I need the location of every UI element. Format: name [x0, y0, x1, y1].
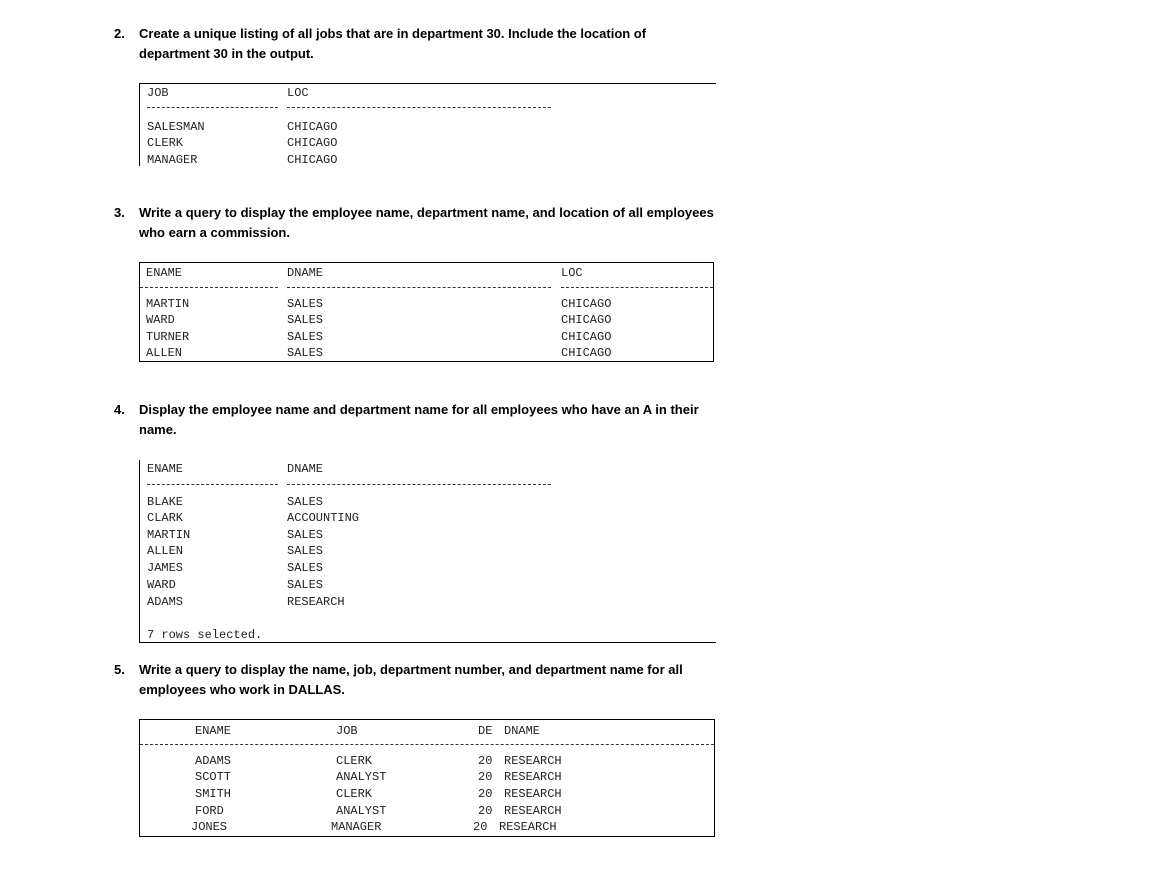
question-text: Display the employee name and department name for all employees who have an A in their name. [139, 402, 699, 437]
table-cell: CHICAGO [561, 330, 612, 344]
table-cell: MANAGER [331, 820, 382, 834]
table-cell: BLAKE [147, 495, 184, 509]
table-cell: CHICAGO [561, 313, 612, 327]
column-header: LOC [287, 86, 309, 100]
rows-selected-footer: 7 rows selected. [147, 628, 263, 642]
table-cell: SALES [287, 544, 324, 558]
table-cell: CLARK [147, 511, 184, 525]
table-cell: SALES [287, 297, 324, 311]
table-cell: JAMES [147, 561, 184, 575]
table-cell: SALES [287, 330, 324, 344]
question-text: Write a query to display the name, job, department number, and department name for all employees who work in DALLAS. [139, 662, 683, 697]
question-number: 3. [114, 205, 125, 220]
table-cell: 20 [478, 804, 493, 818]
table-cell: TURNER [146, 330, 190, 344]
table-cell: CHICAGO [287, 120, 338, 134]
column-header: DNAME [287, 266, 324, 280]
column-header: DE [478, 724, 493, 738]
header-separator [147, 484, 278, 485]
header-separator [287, 287, 551, 288]
output-q3 [139, 262, 714, 362]
table-cell: SALESMAN [147, 120, 205, 134]
table-cell: CHICAGO [287, 136, 338, 150]
header-separator [140, 287, 278, 288]
table-cell: MARTIN [146, 297, 190, 311]
column-header: DNAME [504, 724, 541, 738]
question-text: Write a query to display the employee name, department name, and location of all employees who earn a commission. [139, 205, 714, 240]
table-cell: 20 [478, 770, 493, 784]
table-cell: MARTIN [147, 528, 191, 542]
table-cell: SALES [287, 495, 324, 509]
header-separator [140, 744, 714, 745]
question-number: 2. [114, 26, 125, 41]
output-q4 [139, 460, 716, 643]
table-cell: RESEARCH [504, 770, 562, 784]
table-cell: CHICAGO [561, 346, 612, 360]
column-header: LOC [561, 266, 583, 280]
table-cell: RESEARCH [504, 804, 562, 818]
table-cell: SALES [287, 561, 324, 575]
table-cell: ALLEN [146, 346, 183, 360]
header-separator [287, 107, 551, 108]
table-cell: CHICAGO [561, 297, 612, 311]
table-cell: ADAMS [195, 754, 232, 768]
table-cell: ANALYST [336, 770, 387, 784]
table-cell: RESEARCH [287, 595, 345, 609]
column-header: ENAME [195, 724, 232, 738]
table-cell: WARD [147, 578, 176, 592]
table-cell: ANALYST [336, 804, 387, 818]
output-q5 [139, 719, 715, 837]
header-separator [287, 484, 551, 485]
table-cell: SALES [287, 578, 324, 592]
table-cell: 20 [473, 820, 488, 834]
column-header: JOB [147, 86, 169, 100]
table-cell: CLERK [336, 787, 373, 801]
table-cell: JONES [191, 820, 228, 834]
column-header: ENAME [147, 462, 184, 476]
header-separator [561, 287, 713, 288]
table-cell: SCOTT [195, 770, 232, 784]
table-cell: ADAMS [147, 595, 184, 609]
table-cell: RESEARCH [499, 820, 557, 834]
header-separator [147, 107, 278, 108]
table-cell: SMITH [195, 787, 232, 801]
table-cell: RESEARCH [504, 787, 562, 801]
output-q2 [139, 83, 716, 166]
table-cell: CHICAGO [287, 153, 338, 167]
table-cell: FORD [195, 804, 224, 818]
table-cell: 20 [478, 754, 493, 768]
table-cell: SALES [287, 313, 324, 327]
table-cell: WARD [146, 313, 175, 327]
question-number: 4. [114, 402, 125, 417]
question-number: 5. [114, 662, 125, 677]
column-header: JOB [336, 724, 358, 738]
table-cell: ACCOUNTING [287, 511, 360, 525]
table-cell: ALLEN [147, 544, 184, 558]
table-cell: CLERK [336, 754, 373, 768]
table-cell: RESEARCH [504, 754, 562, 768]
table-cell: CLERK [147, 136, 184, 150]
table-cell: SALES [287, 346, 324, 360]
column-header: ENAME [146, 266, 183, 280]
column-header: DNAME [287, 462, 324, 476]
table-cell: MANAGER [147, 153, 198, 167]
table-cell: SALES [287, 528, 324, 542]
question-text: Create a unique listing of all jobs that are in department 30. Include the location of department 30 in the output. [139, 26, 647, 61]
table-cell: 20 [478, 787, 493, 801]
